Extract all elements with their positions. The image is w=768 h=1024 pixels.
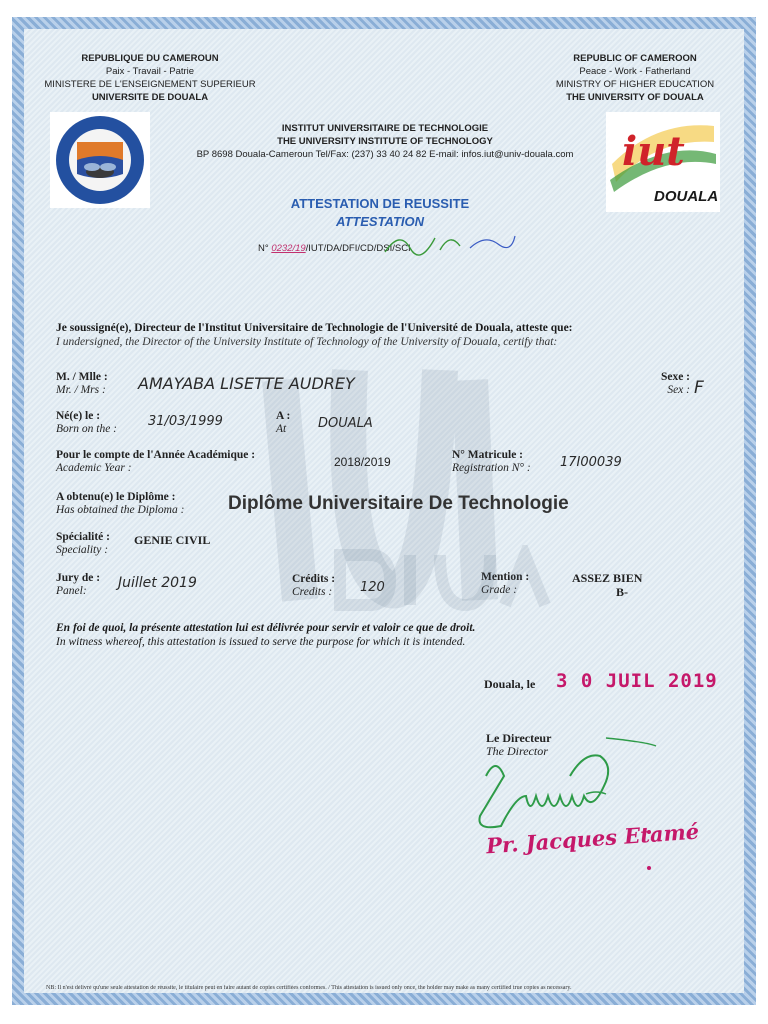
iut-douala-logo (606, 112, 720, 212)
director-title-fr: Le Directeur (486, 731, 552, 745)
ref-prefix: N° (258, 243, 269, 254)
speciality-label-fr: Spécialité : (56, 531, 110, 543)
intro-statement (56, 321, 726, 349)
country-fr: REPUBLIQUE DU CAMEROUN (81, 53, 219, 64)
diploma-label-en: Has obtained the Diploma : (56, 504, 185, 516)
ministry-fr: MINISTERE DE L'ENSEIGNEMENT SUPERIEUR (44, 79, 256, 90)
credits-value: 120 (360, 580, 385, 595)
witness-fr: En foi de quoi, la présente attestation lui est délivrée pour servir et valoir ce que de droit. (56, 622, 476, 634)
jury-label-en: Panel: (56, 585, 87, 597)
at-value: DOUALA (318, 416, 373, 431)
mention-value: ASSEZ BIEN (572, 571, 643, 585)
sex-label (650, 371, 690, 397)
mention-label-en: Grade : (481, 584, 518, 596)
name-label-en: Mr. / Mrs : (56, 384, 106, 396)
year-label-fr: Pour le compte de l'Année Académique : (56, 449, 256, 461)
speciality-label (56, 531, 110, 557)
ministry-en: MINISTRY OF HIGHER EDUCATION (555, 79, 715, 90)
at-label-en: At (276, 423, 287, 435)
jury-label (56, 572, 100, 598)
university-fr: UNIVERSITE DE DOUALA (91, 92, 209, 103)
diploma-label (56, 491, 184, 517)
registration-label (452, 449, 531, 475)
witness-statement (56, 621, 726, 649)
sex-label-en: Sex : (667, 384, 690, 396)
academic-year-value: 2018/2019 (334, 455, 391, 469)
university-en: THE UNIVERSITY OF DOUALA (566, 92, 704, 103)
header-right (520, 52, 750, 104)
name-label-fr: M. / Mlle : (56, 371, 108, 383)
jury-value: Juillet 2019 (118, 575, 197, 591)
intro-en: I undersigned, the Director of the University Institute of Technology of the University of Douala, certify that: (56, 336, 558, 348)
institute-block (150, 122, 620, 161)
initials-scribble (380, 228, 520, 258)
credits-label-fr: Crédits : (292, 573, 336, 585)
witness-en: In witness whereof, this attestation is issued to serve the purpose for which it is intended. (56, 636, 466, 648)
date-prefix: Douala, le (484, 677, 536, 691)
document-title-fr: ATTESTATION DE REUSSITE (290, 196, 470, 211)
iut-logo-word: iut (622, 128, 685, 175)
institute-name-fr: INSTITUT UNIVERSITAIRE DE TECHNOLOGIE (281, 123, 489, 134)
reg-label-en: Registration N° : (452, 462, 531, 474)
registration-value: 17I00039 (560, 455, 622, 470)
footer-note: NB: Il n'est délivré qu'une seule attestation de réussite, le titulaire peut en faire autant de copies certifiées conformes. / This attestation is issued only once, the holder may make as many certified true copies as necessary. (46, 985, 572, 991)
born-label (56, 410, 117, 436)
at-label-fr: A : (276, 410, 291, 422)
header-left (30, 52, 270, 104)
sex-value: F (694, 378, 704, 398)
douala-watermark (330, 545, 570, 615)
academic-year-label (56, 449, 255, 475)
born-value: 31/03/1999 (148, 414, 223, 429)
university-seal-logo (50, 112, 150, 208)
credits-label-en: Credits : (292, 586, 333, 598)
mention-label-fr: Mention : (481, 571, 530, 583)
name-value: AMAYABA LISETTE AUDREY (138, 374, 355, 393)
date-stamp: 3 0 JUIL 2019 (556, 670, 718, 692)
director-title-en: The Director (486, 744, 548, 758)
at-label (276, 410, 290, 436)
name-label (56, 371, 108, 397)
ref-suffix: /IUT/DA/DFI/CD/DSI/SCI (305, 243, 411, 254)
director-name-stamp: Pr. Jacques Etamé (485, 818, 700, 859)
sex-label-fr: Sexe : (660, 371, 690, 383)
document-title-en: ATTESTATION (335, 214, 425, 229)
speciality-label-en: Speciality : (56, 544, 109, 556)
year-label-en: Academic Year : (56, 462, 132, 474)
diploma-label-fr: A obtenu(e) le Diplôme : (56, 491, 176, 503)
iut-logo-city: DOUALA (654, 188, 719, 205)
grade-value: B- (616, 585, 628, 599)
diploma-value: Diplôme Universitaire De Technologie (228, 493, 569, 514)
institute-contact: BP 8698 Douala-Cameroun Tel/Fax: (237) 33 40 24 82 E-mail: infos.iut@univ-douala.com (196, 149, 574, 160)
director-signature (456, 736, 676, 886)
credits-label (292, 573, 335, 599)
reg-label-fr: N° Matricule : (452, 449, 524, 461)
country-en: REPUBLIC OF CAMEROON (573, 53, 697, 64)
intro-fr: Je soussigné(e), Directeur de l'Institut Universitaire de Technologie de l'Université de Douala, atteste que: (56, 322, 573, 334)
motto-fr: Paix - Travail - Patrie (105, 66, 195, 77)
institute-name-en: THE UNIVERSITY INSTITUTE OF TECHNOLOGY (277, 136, 493, 147)
motto-en: Peace - Work - Fatherland (579, 66, 691, 77)
speciality-value: GENIE CIVIL (134, 533, 211, 547)
jury-label-fr: Jury de : (56, 572, 101, 584)
born-label-fr: Né(e) le : (56, 410, 101, 422)
ref-handwritten: 0232/19 (271, 243, 306, 254)
born-label-en: Born on the : (56, 423, 118, 435)
